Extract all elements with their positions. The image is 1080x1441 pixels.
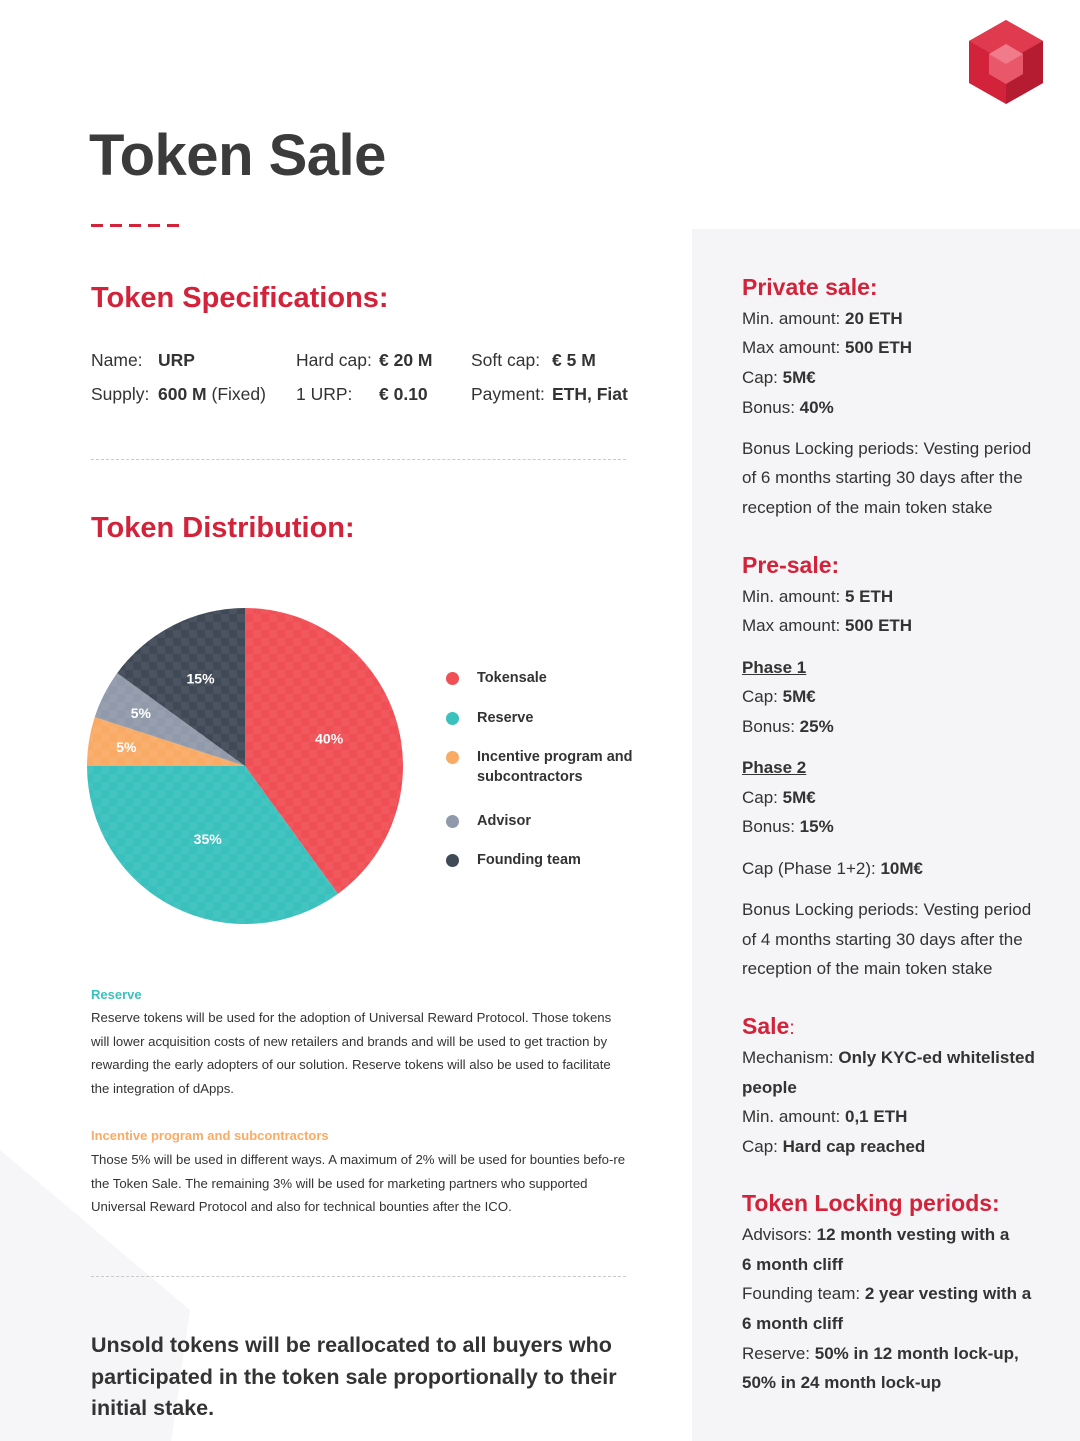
sale-mechanism-cont [742, 1078, 797, 1098]
legend-label: Advisor [477, 813, 531, 829]
label: Cap (Phase 1+2): [742, 859, 881, 878]
pre-sale-heading: Pre-sale: [742, 552, 840, 578]
pre-sale-min [742, 587, 893, 607]
label: Cap: [742, 788, 783, 807]
spec-supply [91, 384, 266, 405]
pie-slice-label: 5% [130, 704, 151, 721]
locking-founding-team-cont [742, 1314, 843, 1334]
value: 20 ETH [845, 309, 903, 328]
private-sale-locking-line: Bonus Locking periods: Vesting period [742, 439, 1032, 458]
phase-2-cap [742, 788, 816, 808]
private-sale-heading: Private sale: [742, 274, 878, 300]
label: Max amount: [742, 616, 845, 635]
value: 40% [799, 398, 834, 417]
locking-advisors-cont [742, 1255, 843, 1275]
legend-label: Tokensale [477, 670, 547, 686]
label: Cap: [742, 368, 783, 387]
incentive-note-title: Incentive program and subcontractors [91, 1128, 329, 1143]
legend-dot [446, 672, 459, 685]
spec-payment-value: ETH, Fiat [552, 384, 628, 404]
spec-hard-cap-value: € 20 M [379, 350, 433, 370]
private-sale-max [742, 338, 912, 358]
legend-label: Reserve [477, 710, 534, 726]
value: 500 ETH [845, 616, 913, 635]
locking-reserve-cont [742, 1373, 941, 1393]
value: 5 ETH [845, 587, 894, 606]
legend-item-incentive [446, 747, 637, 787]
phase-2-title: Phase 2 [742, 758, 807, 777]
pre-sale-locking-line: reception of the main token stake [742, 959, 993, 978]
sale-min [742, 1107, 907, 1127]
hexagon-cube-logo-icon [966, 18, 1046, 106]
page-title: Token Sale [89, 123, 386, 188]
private-sale-bonus [742, 398, 834, 418]
pie-slice-label: 15% [186, 670, 215, 687]
value: 50% in 12 month lock-up, [814, 1344, 1019, 1363]
label: Min. amount: [742, 1107, 845, 1126]
legend-item-founding-team [446, 850, 637, 870]
spec-supply-value: 600 M [158, 384, 207, 404]
label: Bonus: [742, 717, 800, 736]
spec-soft-cap-label: Soft cap: [471, 350, 541, 370]
pre-sale-max [742, 616, 912, 636]
value: 5M€ [782, 788, 816, 807]
label: Min. amount: [742, 309, 845, 328]
spec-payment [471, 384, 628, 405]
legend-item-advisor [446, 811, 637, 831]
unsold-tokens-statement: Unsold tokens will be reallocated to all buyers who participated in the token sale proportionally to their initial stake. [91, 1333, 617, 1420]
reserve-note-body: Reserve tokens will be used for the adoption of Universal Reward Protocol. Those tokens will lower acquisition costs of new retailers and brands and will be used to get traction by rewarding the early adopters of our solution. Reserve tokens will also be used to facilitate the integration of dApps. [91, 1010, 612, 1097]
pie-slice-label: 40% [315, 730, 344, 747]
title-underline-divider [91, 224, 181, 227]
locking-founding-team [742, 1284, 1031, 1304]
section-divider [91, 459, 626, 460]
legend-label: Founding team [477, 852, 581, 868]
spec-price-value: € 0.10 [379, 384, 428, 404]
label: Mechanism: [742, 1048, 839, 1067]
legend-dot [446, 712, 459, 725]
incentive-note-body: Those 5% will be used in different ways. A maximum of 2% will be used for bounties befo-re the Token Sale. The remaining 3% will be used for marketing partners who supported Universal Reward Protocol and also for technical bounties after the ICO. [91, 1152, 626, 1215]
value: 25% [799, 717, 834, 736]
label: Bonus: [742, 398, 800, 417]
spec-name-label: Name: [91, 350, 143, 370]
private-sale-locking-line: of 6 months starting 30 days after the [742, 468, 1023, 487]
label: Cap: [742, 1137, 783, 1156]
pie-slice-label: 35% [193, 831, 222, 848]
spec-name [91, 350, 195, 371]
spec-supply-suffix: (Fixed) [211, 384, 266, 404]
sale-cap [742, 1137, 925, 1157]
sale-heading-colon: : [789, 1018, 795, 1039]
pie-slice-label: 5% [116, 739, 137, 756]
value: 6 month cliff [742, 1255, 844, 1274]
label: Max amount: [742, 338, 845, 357]
value: 5M€ [782, 368, 816, 387]
label: Cap: [742, 687, 783, 706]
private-sale-min [742, 309, 903, 329]
phase-1-cap [742, 687, 816, 707]
sale-heading-text: Sale [742, 1013, 790, 1039]
phase-1-bonus [742, 717, 834, 737]
value: Only KYC-ed whitelisted [838, 1048, 1035, 1067]
spec-payment-label: Payment: [471, 384, 545, 404]
distribution-pie-chart [85, 606, 405, 926]
legend-dot [446, 815, 459, 828]
token-locking-heading: Token Locking periods: [742, 1190, 1000, 1216]
legend-dot [446, 751, 459, 764]
label: Min. amount: [742, 587, 845, 606]
value: 2 year vesting with a [864, 1284, 1032, 1303]
label: Bonus: [742, 817, 800, 836]
spec-hard-cap [296, 350, 433, 371]
token-distribution-heading: Token Distribution: [91, 512, 355, 544]
label: Advisors: [742, 1225, 817, 1244]
spec-soft-cap [471, 350, 596, 371]
phase-2-bonus [742, 817, 834, 837]
sale-heading [742, 1013, 795, 1040]
spec-soft-cap-value: € 5 M [552, 350, 596, 370]
value: 10M€ [880, 859, 923, 878]
value: 0,1 ETH [845, 1107, 908, 1126]
private-sale-cap [742, 368, 816, 388]
value: 6 month cliff [742, 1314, 844, 1333]
legend-dot [446, 854, 459, 867]
value: 500 ETH [845, 338, 913, 357]
token-specifications-heading: Token Specifications: [91, 282, 389, 314]
value: 15% [799, 817, 834, 836]
sale-mechanism [742, 1048, 1035, 1068]
pre-sale-locking-line: Bonus Locking periods: Vesting period [742, 900, 1032, 919]
legend-item-reserve [446, 708, 637, 728]
legend-label: Incentive program and subcontractors [477, 749, 633, 785]
label: Founding team: [742, 1284, 865, 1303]
legend-item-tokensale [446, 668, 637, 688]
label: Reserve: [742, 1344, 815, 1363]
spec-price-label: 1 URP: [296, 384, 353, 404]
phase-1-title: Phase 1 [742, 658, 807, 677]
spec-supply-label: Supply: [91, 384, 150, 404]
reserve-note-title: Reserve [91, 987, 142, 1002]
value: people [742, 1078, 797, 1097]
spec-hard-cap-label: Hard cap: [296, 350, 372, 370]
value: 5M€ [782, 687, 816, 706]
value: 12 month vesting with a [816, 1225, 1010, 1244]
locking-advisors [742, 1225, 1009, 1245]
pre-sale-locking-line: of 4 months starting 30 days after the [742, 930, 1023, 949]
value: Hard cap reached [782, 1137, 926, 1156]
pre-sale-total-cap [742, 859, 923, 879]
value: 50% in 24 month lock-up [742, 1373, 942, 1392]
locking-reserve [742, 1344, 1019, 1364]
spec-price [296, 384, 428, 405]
private-sale-locking-line: reception of the main token stake [742, 498, 993, 517]
spec-name-value: URP [158, 350, 195, 370]
section-divider [91, 1276, 626, 1277]
